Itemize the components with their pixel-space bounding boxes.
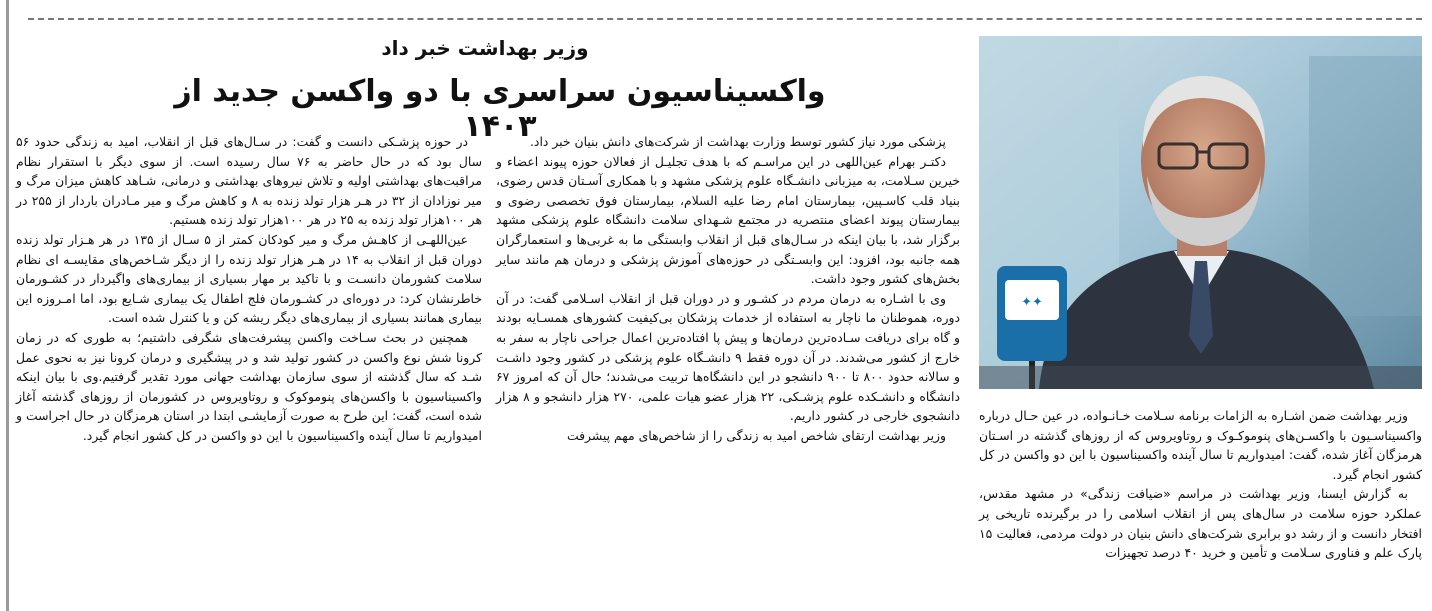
page-margin-rule — [6, 0, 9, 611]
paragraph: وزیر بهداشت ارتقای شاخص امید به زندگی را از شاخص‌های مهم پیشرفت — [566, 427, 946, 443]
article-headline: واکسیناسیون سراسری با دو واکسن جدید از ۱۴۰۳ — [174, 74, 826, 144]
paragraph: دکتـر بهرام عین‌اللهی در این مراسـم که با هدف تجلیـل از فعالان حوزه پیوند اعضاء و خیرین سـلامت، به میزبانی دانشـگاه علوم پزشکی مشهد و با همکاری آسـتان قدس رضوی، بنیاد قلب کاسـپین، بیمارستان امام رضا علیه السلام، بیمارستان فوق تخصصی رضوی و بیمارستان پیوند اعضای منتصریه در مجتمع شـهدای سلامت دانشگاه علوم پزشکی مشهد برگزار شد، با بیان اینکه در سـال‌های قبل از انقلاب وابستگی ما به غربی‌ها و استعمارگران همه جانبه بود، افزود: این وابسـتگی در حوزه‌های آموزش پزشکی و درمان هم مانند سایر بخش‌های کشور وجود داشت. — [496, 153, 960, 287]
microphone-logo: ✦✦ — [1021, 295, 1043, 310]
paragraph: عین‌اللهـی از کاهـش مرگ و میر کودکان کمتر از ۵ سـال از ۱۳۵ در هر هـزار تولد زنده دوران قبل از انقلاب به ۱۴ در هـر هزار تولد زنده را از دیگر شـاخص‌های مقایسـه ای نظام سلامت کشورمان دانسـت و با تاکید بر مهار بسیاری از بیماری‌های واگیردار در کشـورمان خاطرنشان کرد: در دوره‌ای در کشـورمان فلج اطفال یک بیماری شـایع بود، اما امـروزه این بیماری همانند بسیاری از بیماری‌های دیگر ریشه کن و یا کنترل شده است. — [16, 231, 482, 326]
paragraph: پزشکی مورد نیاز کشور توسط وزارت بهداشت از شرکت‌های دانش بنیان خبر داد. — [529, 134, 946, 149]
article-column-3 — [16, 132, 482, 446]
article-kicker: وزیر بهداشت خبر داد — [381, 36, 589, 60]
paragraph: همچنین در بحث سـاخت واکسن پیشرفت‌های شگرفی داشتیم؛ به طوری که در زمان کرونا شش نوع واکسن در کشور تولید شد و در پیشگیری و درمان کرونا نیز به نحوی عمل شـد که سال گذشته از سوی سازمان بهداشت جهانی مورد تقدیر گرفتیم.وی با بیان اینکه واکسیناسیون با واکسن‌های پنوموکوک و روتاویروس در کشورمان از روزهای گذشته آغاز شده است، گفت: این طرح به صورت آزمایشـی ابتدا در استان هرمزگان در حال اجراست و امیدواریم تا سال آینده واکسیناسیون با این دو واکسن در کل کشور انجام گیرد. — [16, 329, 482, 443]
article-column-2 — [496, 132, 960, 446]
paragraph: به گزارش ایسنا، وزیر بهداشت در مراسم «ضیافت زندگی» در مشهد مقدس، عملکرد حوزه سلامت در سال‌های پس از انقلاب اسلامی را در برگیرنده تاریخی پر افتخار دانست و از رشد دو برابری شرکت‌های دانش بنیان در دولت مردمی، فعالیت ۱۵ پارک علم و فناوری سـلامت و تأمین و خرید ۴۰ درصد تجهیزات — [979, 486, 1422, 561]
dashed-separator — [28, 18, 1422, 20]
paragraph: وی با اشـاره به درمان مردم در کشـور و در دوران قبل از انقلاب اسـلامی گفت: در آن دوره، هموطنان ما ناچار به استفاده از خدمات پزشکان بی‌کیفیت کشورهای همسـایه بودند و گاه برای دریافت سـاده‌ترین درمان‌ها و پیش پا افتاده‌ترین اعمال جراحی ناچار به سفر به خارج از کشور می‌شدند. در آن دوره فقط ۹ دانشـگاه علوم پزشکی در کشور وجود داشـت و سالانه حدود ۸۰۰ تا ۹۰۰ دانشجو در این دانشگاه‌ها تربیت می‌شدند؛ حال آن که امروز ۶۷ دانشگاه و دانشـکده علوم پزشـکی، ۲۲ هزار عضو هیات علمی، ۲۷۰ هزار دانشجو و ۸ هزار دانشجوی خارجی در کشور داریم. — [496, 290, 960, 424]
minister-photo — [979, 36, 1422, 389]
paragraph: وزیر بهداشت ضمن اشـاره به الزامات برنامه سـلامت خـانـواده، در عین حـال درباره واکسیناسـیون با واکسـن‌های پنوموکـوک و روتاویروس که از روزهای گذشته در اسـتان هرمزگان آغاز شده، گفت: امیدواریم تا سال آینده واکسیناسیون با این دو واکسن در کل کشور انجام گیرد. — [979, 408, 1422, 482]
article-column-1 — [979, 406, 1422, 563]
paragraph: در حوزه پزشـکی دانست و گفت: در سـال‌های قبل از انقلاب، امید به زندگی حدود ۵۶ سال بود که در حال حاضر به ۷۶ سال رسیده است. از سوی دیگر با استقرار نظام مراقبت‌های بهداشتی اولیه و تلاش نیروهای بهداشتی و درمانی، شـاهد کاهش میزان مرگ و میر نوزادان از ۳۲ در هـر هزار تولد زنده به ۸ و کاهش مرگ و میر مـادران باردار از ۲۵۵ در هر ۱۰۰هزار تولد زنده به ۲۵ در هر ۱۰۰هزار تولد زنده هستیم. — [16, 134, 482, 228]
